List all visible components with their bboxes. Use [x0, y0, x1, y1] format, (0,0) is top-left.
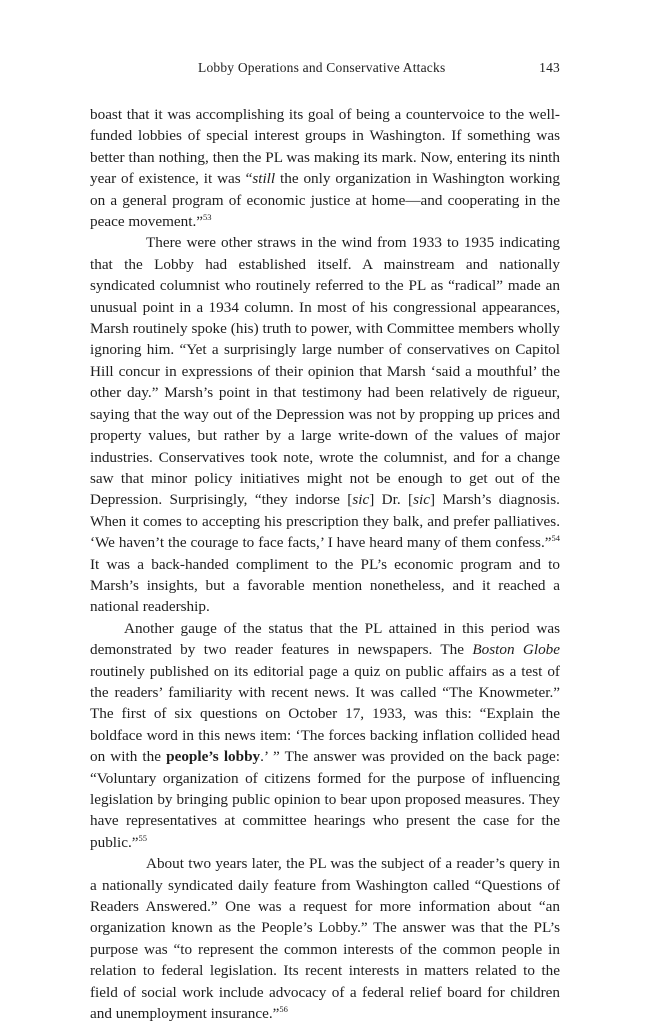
italic-publication-title: Boston Globe	[472, 641, 560, 659]
running-header	[90, 60, 560, 78]
footnote-marker: 55	[138, 832, 147, 843]
italic-sic: sic	[413, 491, 430, 509]
paragraph-text: routinely published on its editorial page a quiz on public affairs as a test of the readers’ familiarity with recent news. It was called “The Knowmeter.” The first of six questions on October 17, 1933, was this: “Explain the boldface word in this news item: ‘The forces backing inflation collided head on with the	[90, 662, 560, 766]
italic-sic: sic	[352, 491, 370, 509]
body-text	[90, 104, 560, 1024]
paragraph-text: ] Marsh’s diagnosis. When it comes to accepting his prescription they balk, and prefer palliatives. ‘We haven’t the courage to face facts,’ I have heard many of them confess.”	[90, 491, 560, 552]
footnote-marker: 54	[551, 533, 560, 544]
paragraph-text: .’ ” The answer was provided on the back page: “Voluntary organization of citizens formed for the purpose of influencing legislation by bringing public opinion to bear upon proposed measures. They have representatives at committee hearings who present the case for the public.”	[90, 748, 560, 851]
paragraph-text: the only organization in Washington working on a general program of economic justice at home—and cooperating in the peace movement.”	[90, 170, 560, 231]
italic-emphasis: still	[252, 170, 276, 188]
paragraph-text: About two years later, the PL was the subject of a reader’s query in a nationally syndicated daily feature from Washington called “Questions of Readers Answered.” One was a request for more information about “an organization known as the People’s Lobby.” The answer was that the PL’s purpose was “to represent the common interests of the common people in relation to federal legislation. Its recent interests in matters related to the field of social work include advocacy of a federal relief board for children and unemployment insurance.”	[90, 855, 560, 1023]
paragraph-4	[90, 853, 560, 1024]
paragraph-text: It was a back-handed compliment to the PL’s economic program and to Marsh’s insights, but a favorable mention nonetheless, and it reached a national readership.	[90, 555, 560, 616]
paragraph-text: ] Dr. [	[369, 491, 414, 509]
bold-phrase: people’s lobby	[166, 748, 261, 766]
paragraph-2	[90, 232, 560, 617]
paragraph-3	[90, 618, 560, 853]
footnote-marker: 53	[203, 212, 212, 223]
running-title: Lobby Operations and Conservative Attacks	[198, 60, 446, 75]
paragraph-text: boast that it was accomplishing its goal of being a countervoice to the well-funded lobbies of special interest groups in Washington. If something was better than nothing, then the PL was making its mark. Now, entering its ninth year of existence, it was “	[90, 106, 560, 188]
paragraph-1	[90, 104, 560, 232]
paragraph-text: There were other straws in the wind from 1933 to 1935 indicating that the Lobby had established itself. A mainstream and nationally syndicated columnist who routinely referred to the PL as “radical” made an unusual point in a 1934 column. In most of his congressional appearances, Marsh routinely spoke (his) truth to power, with Committee members wholly ignoring him. “Yet a surprisingly large number of conservatives on Capitol Hill concur in expressions of their opinion that Marsh ‘said a mouthful’ the other day.” Marsh’s point in that testimony had been relatively de rigueur, saying that the way out of the Depression was not by propping up prices and property values, but rather by a large write-down of the values of major industries. Conservatives took note, wrote the columnist, and for a change saw that minor policy initiatives might not be enough to get out of the Depression. Surprisingly, “they indorse [	[90, 234, 560, 509]
page-number: 143	[539, 60, 560, 75]
footnote-marker: 56	[279, 1004, 288, 1015]
paragraph-text: Another gauge of the status that the PL attained in this period was demonstrated by two reader features in newspapers. The	[90, 619, 560, 659]
